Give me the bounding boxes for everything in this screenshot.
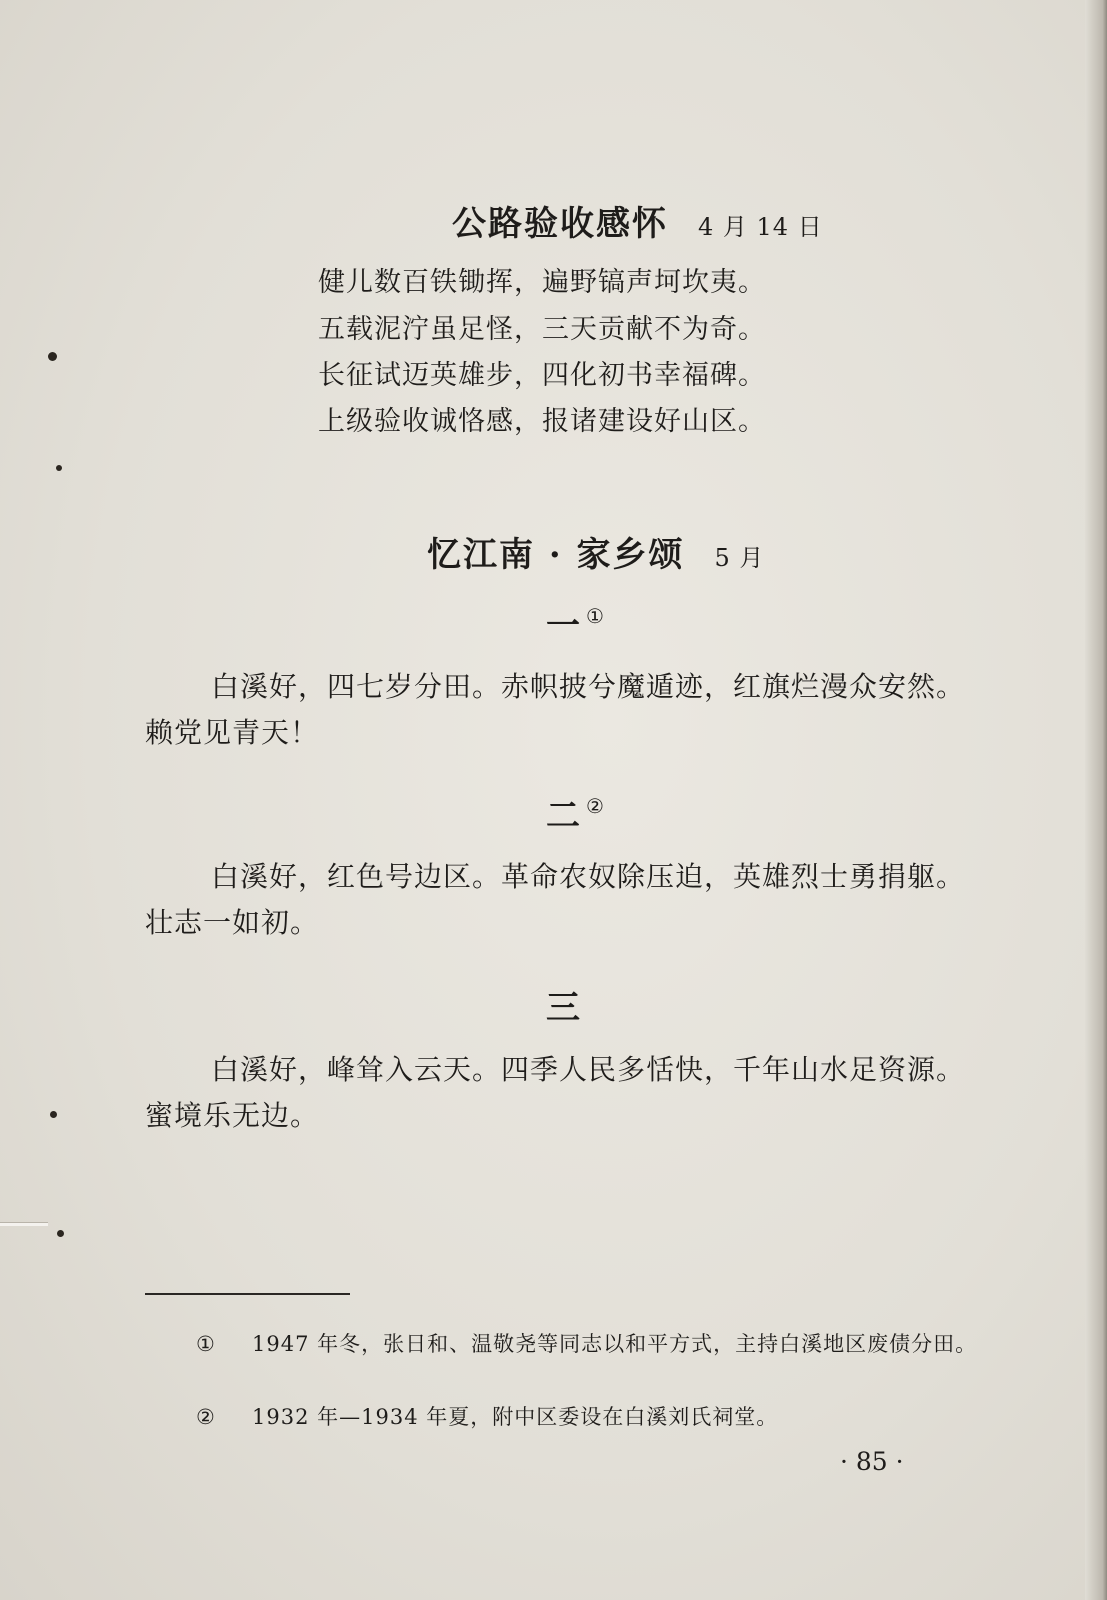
section-paragraph [145,1047,985,1139]
binding-hole [48,352,57,361]
poem-date: 4 月 14 日 [698,213,823,241]
poem-title-text: 公路验收感怀 [452,204,668,244]
section-number [546,788,604,837]
footnote-mark: ① [196,1332,216,1356]
page-number: · 85 · [840,1447,904,1476]
poem-title [427,527,764,576]
section-number [546,980,580,1029]
binding-hole [56,465,62,471]
footnote-rule [145,1293,350,1295]
footnote-ref: ① [586,604,604,628]
poem-title [452,196,823,245]
page-edge-shadow [1085,0,1107,1600]
binding-hole [50,1111,57,1118]
verse-line: 上级验收诚恪感，报诸建设好山区。 [318,406,766,437]
footnote-text: 1947 年冬，张日和、温敬尧等同志以和平方式，主持白溪地区废债分田。 [252,1332,978,1356]
verse-line: 五载泥泞虽足怪，三天贡献不为奇。 [318,314,766,345]
section-number-text: 三 [546,988,580,1028]
section-paragraph [145,854,985,946]
footnote-text: 1932 年—1934 年夏，附中区委设在白溪刘氏祠堂。 [252,1405,779,1429]
poem-date: 5 月 [714,544,765,572]
paragraph-text: 白溪好，四七岁分田。赤帜披兮魔遁迹，红旗烂漫众安然。赖党见青天！ [145,670,966,749]
page-fold-mark [0,1222,48,1226]
paragraph-text: 白溪好，红色号边区。革命农奴除压迫，英雄烈士勇捐躯。壮志一如初。 [145,860,966,939]
section-number-text: 一 [546,606,580,646]
footnote-mark: ② [196,1405,216,1429]
poem-title-text: 忆江南 · 家乡颂 [427,535,685,575]
paragraph-text: 白溪好，峰耸入云天。四季人民多恬快，千年山水足资源。蜜境乐无边。 [145,1053,966,1132]
footnote [196,1400,986,1435]
verse-line: 健儿数百铁锄挥，遍野镐声坷坎夷。 [318,267,766,298]
binding-hole [57,1230,64,1237]
section-paragraph [145,664,985,756]
section-number-text: 二 [546,796,580,836]
footnote-ref: ② [586,794,604,818]
section-number [546,598,604,647]
footnote [196,1327,986,1362]
verse-line: 长征试迈英雄步，四化初书幸福碑。 [318,360,766,391]
